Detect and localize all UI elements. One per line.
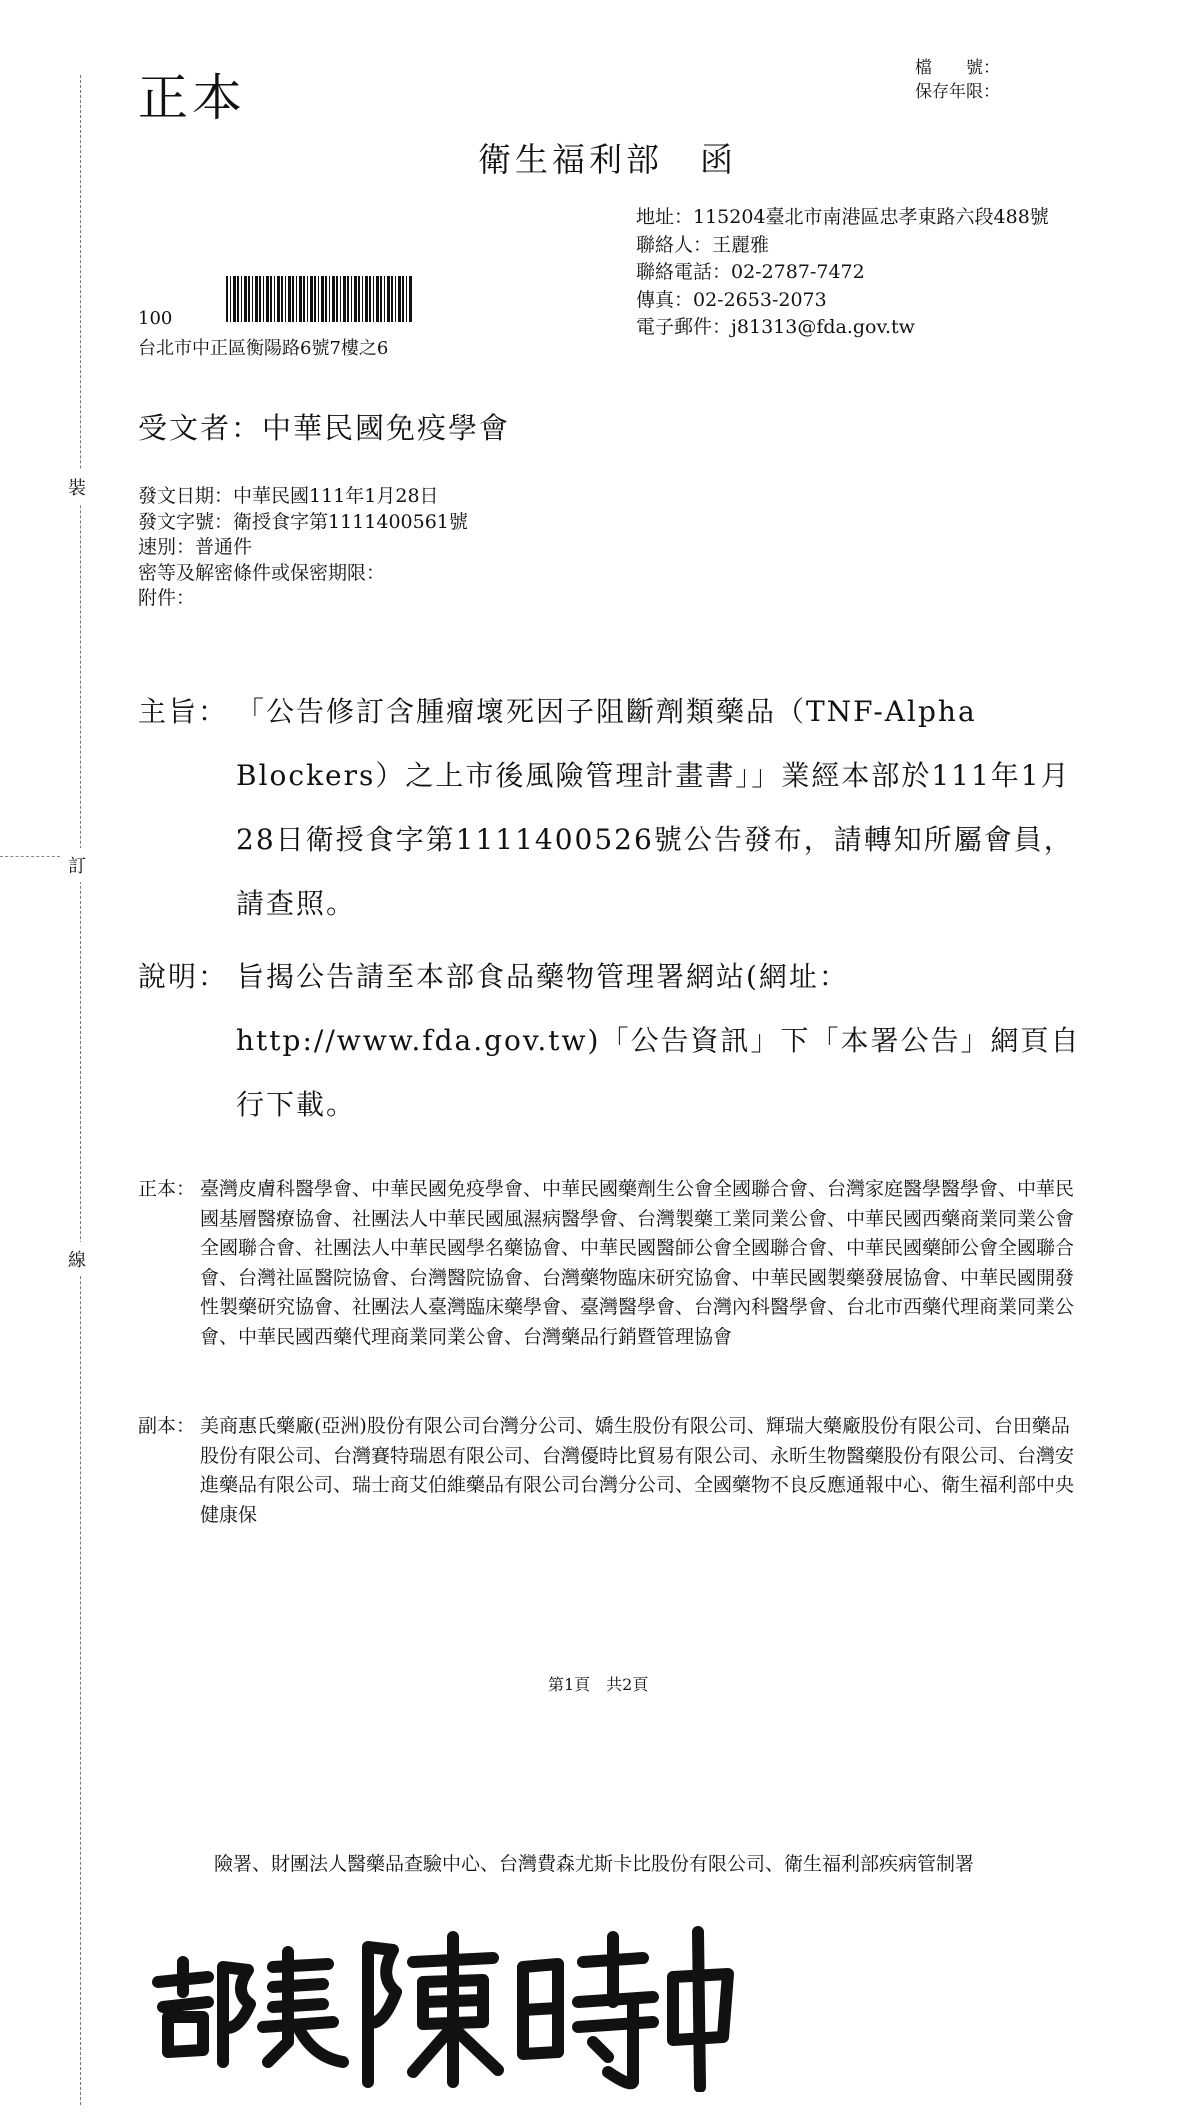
- binding-mark-3: 線: [68, 1242, 86, 1276]
- contact-email: 電子郵件：j81313@fda.gov.tw: [636, 316, 915, 338]
- doc-number: 發文字號：衛授食字第1111400561號: [138, 510, 468, 533]
- original-label: 正本：: [138, 1178, 196, 1200]
- contact-phone: 聯絡電話：02-2787-7472: [636, 261, 865, 283]
- copy-list-continued: 險署、財團法人醫藥品查驗中心、台灣費森尤斯卡比股份有限公司、衛生福利部疾病管制署: [214, 1853, 975, 1875]
- agency-title: 衛生福利部 函: [478, 140, 737, 179]
- subject-label: 主旨：: [138, 695, 229, 728]
- file-meta: [915, 56, 1000, 104]
- retention-label: 保存年限：: [915, 82, 1000, 102]
- contact-block: [636, 204, 1049, 342]
- barcode: [226, 276, 412, 322]
- contact-fax: 傳真：02-2653-2073: [636, 288, 827, 311]
- page-number: 第1頁 共2頁: [548, 1675, 649, 1694]
- attachment: 附件：: [138, 587, 196, 609]
- explanation-text: 旨揭公告請至本部食品藥物管理署網站(網址：http://www.fda.gov.tw)「公告資訊」下「本署公告」網頁自行下載。: [236, 960, 1081, 1121]
- minister-signature: [138, 1922, 738, 2092]
- fold-mark: [0, 856, 60, 857]
- file-no-label: 檔 號：: [915, 58, 1000, 78]
- mailing-address: 台北市中正區衡陽路6號7樓之6: [138, 338, 389, 359]
- delivery-speed: 速別：普通件: [138, 536, 253, 558]
- copy-type-title: 正本: [138, 69, 246, 127]
- security-level: 密等及解密條件或保密期限：: [138, 561, 386, 584]
- copy-label: 副本：: [138, 1415, 196, 1437]
- mailing-zip: 100: [138, 308, 173, 329]
- binding-mark-2: 訂: [68, 848, 86, 882]
- recipient: 受文者：中華民國免疫學會: [138, 411, 511, 445]
- contact-person: 聯絡人：王麗雅: [636, 233, 770, 256]
- subject-text: 「公告修訂含腫瘤壞死因子阻斷劑類藥品（TNF-Alpha Blockers）之上市後風險管理計畫書」」業經本部於111年1月28日衛授食字第1111400526號公告發布，請轉知所屬會員，請查照。: [236, 695, 1074, 920]
- binding-line: [80, 75, 81, 2105]
- copy-list: 美商惠氏藥廠(亞洲)股份有限公司台灣分公司、嬌生股份有限公司、輝瑞大藥廠股份有限公司、台田藥品股份有限公司、台灣賽特瑞恩有限公司、台灣優時比貿易有限公司、永昕生物醫藥股份有限公司、台灣安進藥品有限公司、瑞士商艾伯維藥品有限公司台灣分公司、全國藥物不良反應通報中心、衛生福利部中央健康保: [200, 1415, 1075, 1526]
- contact-address: 地址：115204臺北市南港區忠孝東路六段488號: [636, 206, 1049, 228]
- issue-date: 發文日期：中華民國111年1月28日: [138, 485, 439, 507]
- binding-mark-1: 裝: [68, 470, 86, 504]
- original-list: 臺灣皮膚科醫學會、中華民國免疫學會、中華民國藥劑生公會全國聯合會、台灣家庭醫學醫學會、中華民國基層醫療協會、社團法人中華民國風濕病醫學會、台灣製藥工業同業公會、中華民國西藥商業同業公會全國聯合會、社團法人中華民國學名藥協會、中華民國醫師公會全國聯合會、中華民國藥師公會全國聯合會、台灣社區醫院協會、台灣醫院協會、台灣藥物臨床研究協會、中華民國製藥發展協會、中華民國開發性製藥研究協會、社團法人臺灣臨床藥學會、臺灣醫學會、台灣內科醫學會、台北市西藥代理商業同業公會、中華民國西藥代理商業同業公會、台灣藥品行銷暨管理協會: [200, 1178, 1075, 1348]
- explanation-label: 說明：: [138, 960, 229, 993]
- doc-info: [138, 484, 468, 612]
